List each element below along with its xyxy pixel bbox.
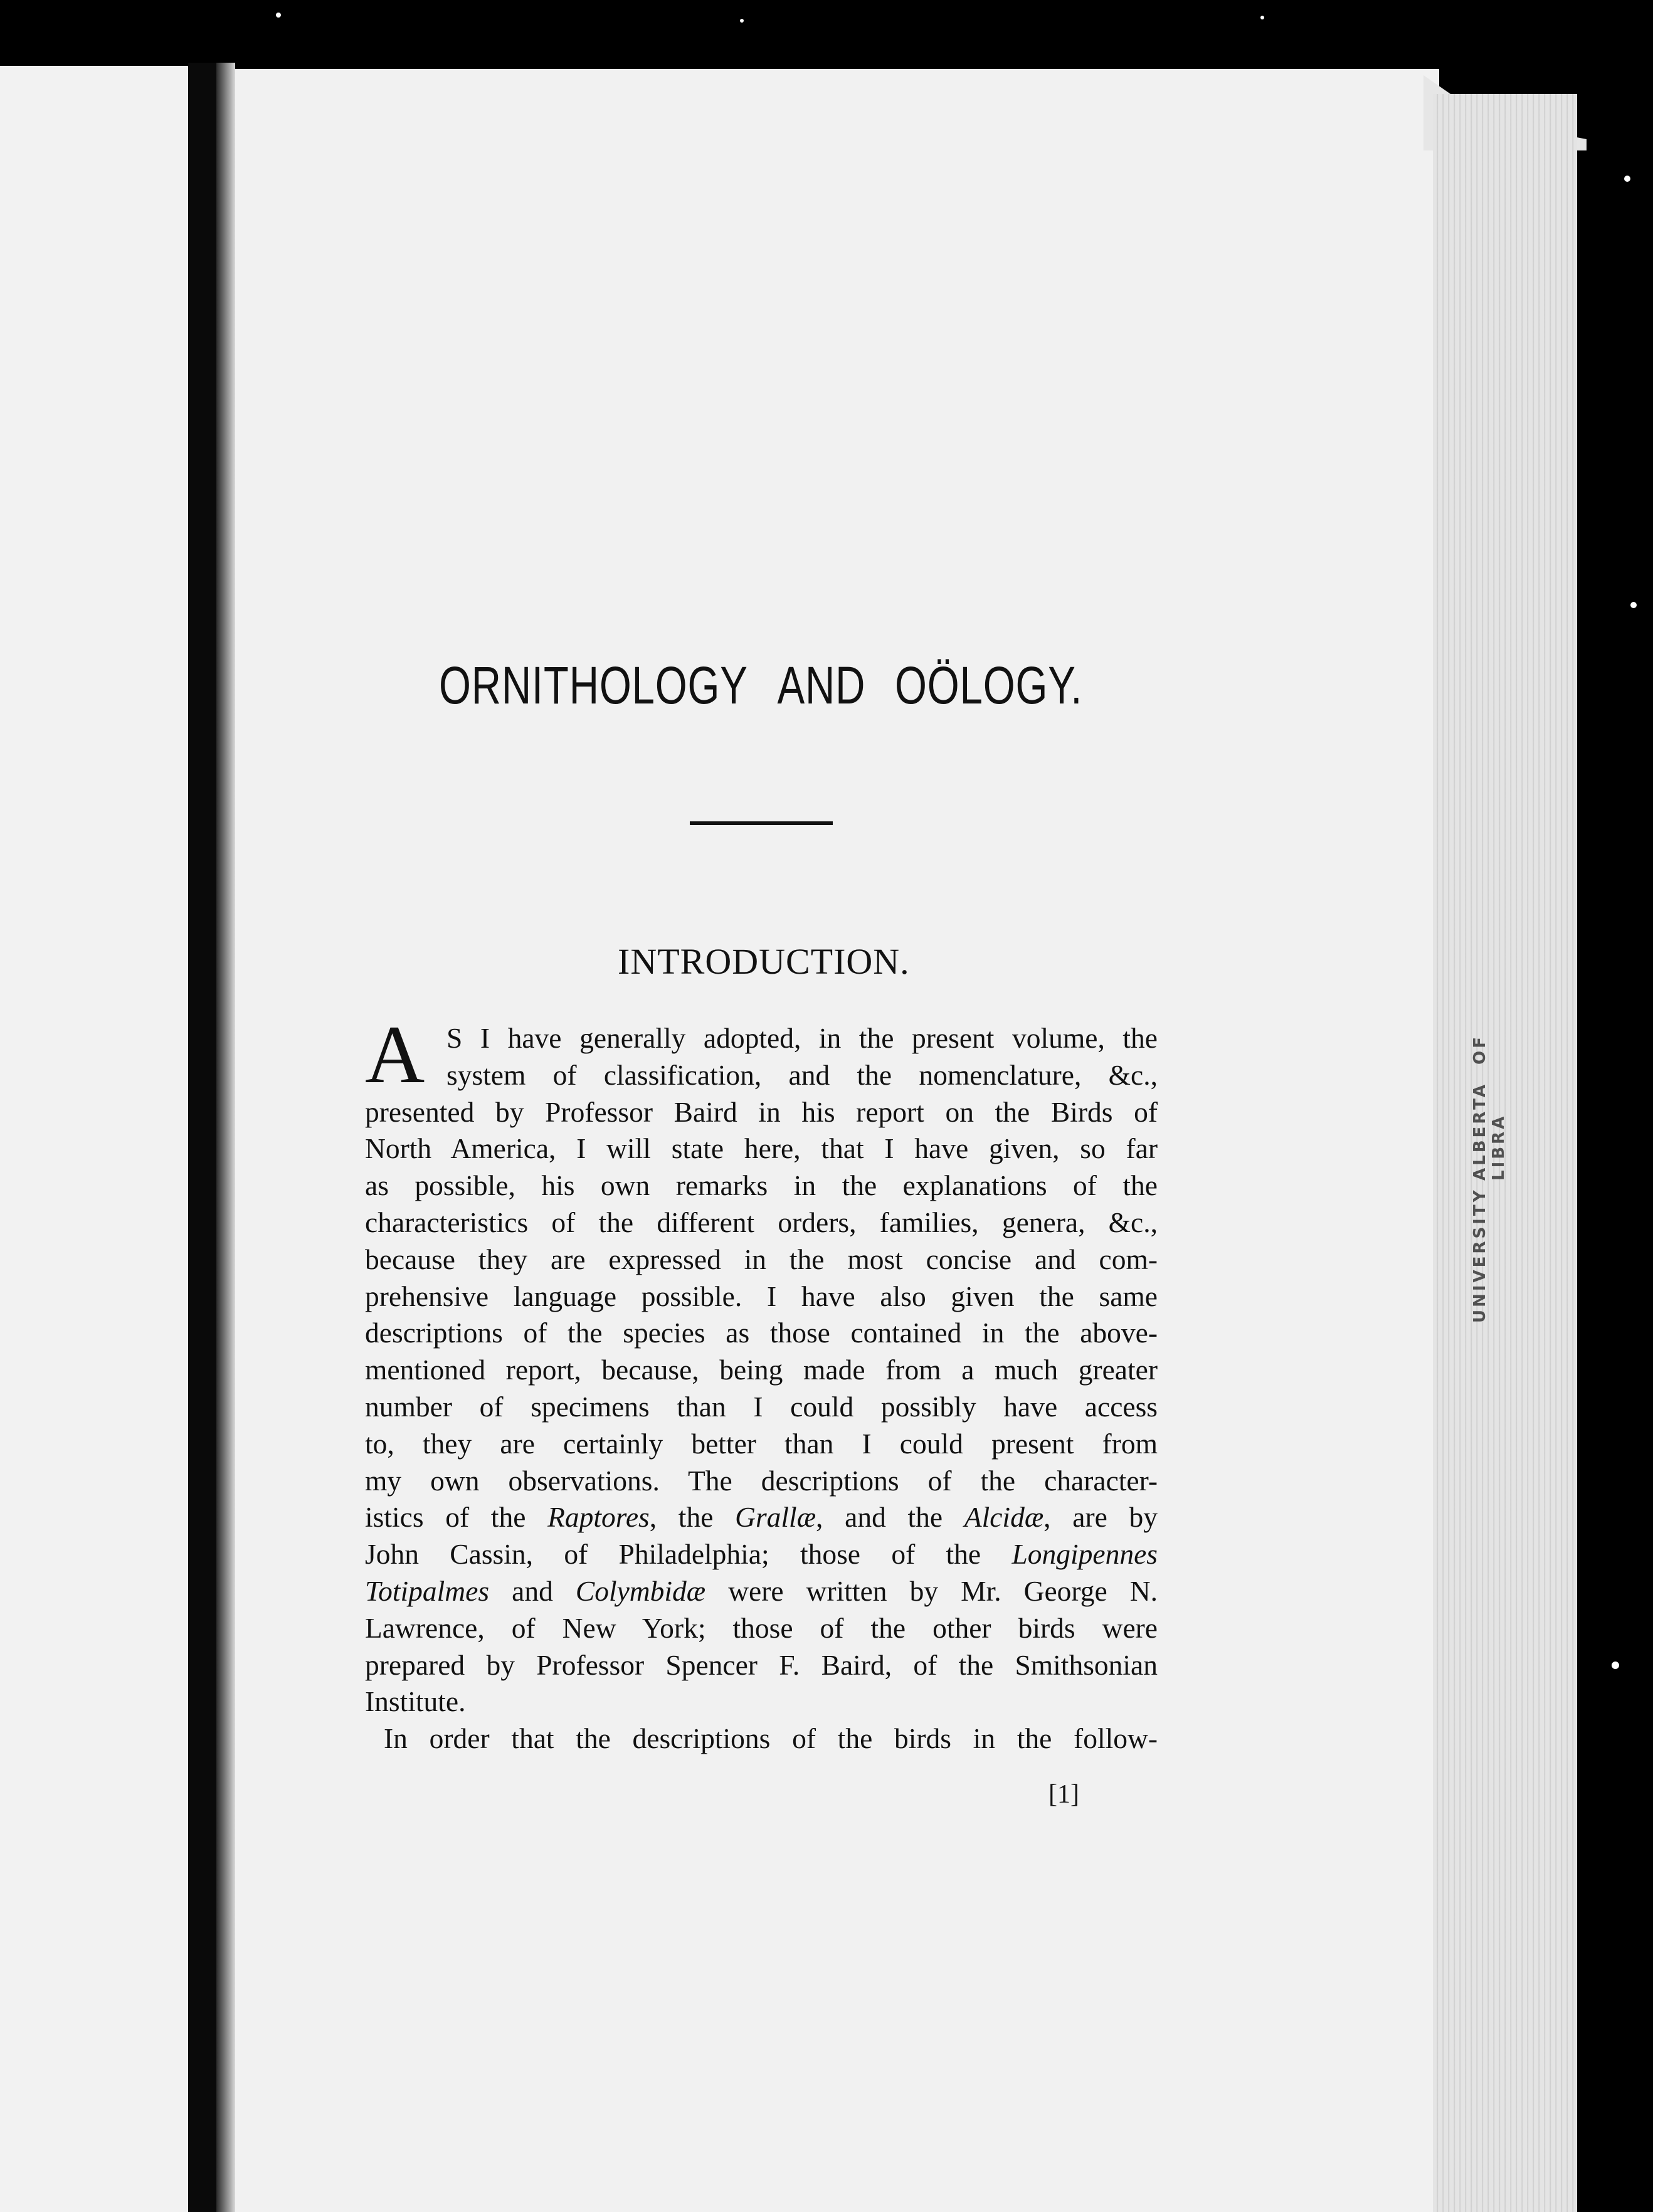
stamp-line: OF bbox=[1471, 1035, 1489, 1065]
taxon-name: Alcidæ bbox=[964, 1501, 1044, 1534]
text-line: to, they are certainly better than I could present from bbox=[365, 1427, 1158, 1460]
taxon-name: Raptores bbox=[547, 1501, 650, 1534]
taxon-name: Grallæ bbox=[735, 1501, 816, 1534]
title-word: AND bbox=[777, 656, 866, 715]
book-gutter bbox=[188, 63, 216, 2212]
page-number: [1] bbox=[1048, 1780, 1079, 1809]
text-run: were written by Mr. George N. bbox=[705, 1574, 1158, 1607]
text-run: , are by bbox=[1043, 1501, 1158, 1534]
text-line: Institute. bbox=[365, 1685, 466, 1718]
text-run: istics of the bbox=[365, 1501, 548, 1534]
taxon-name: Totipalmes bbox=[365, 1574, 490, 1607]
text-run: , the bbox=[649, 1501, 736, 1534]
text-line bbox=[365, 1499, 1158, 1536]
text-line: mentioned report, because, being made from a much greater bbox=[365, 1354, 1158, 1386]
stamp-line: UNIVERSITY bbox=[1471, 1188, 1489, 1323]
text-line bbox=[365, 1573, 1158, 1610]
text-run: John Cassin, of Philadelphia; those of the bbox=[365, 1538, 1012, 1571]
taxon-name: Colymbidæ bbox=[575, 1574, 706, 1607]
gutter-shadow bbox=[216, 63, 235, 2212]
text-line: S I have generally adopted, in the present volume, the bbox=[446, 1022, 1158, 1054]
text-run: , and the bbox=[816, 1501, 964, 1534]
text-line: In order that the descriptions of the birds in the follow- bbox=[384, 1722, 1158, 1755]
text-line: number of specimens than I could possibly have access bbox=[365, 1390, 1158, 1423]
text-line: prehensive language possible. I have also given the same bbox=[365, 1280, 1158, 1312]
text-line: my own observations. The descriptions of the character- bbox=[365, 1464, 1158, 1497]
text-line: prepared by Professor Spencer F. Baird, of the Smithsonian bbox=[365, 1648, 1158, 1681]
text-line: Lawrence, of New York; those of the other birds were bbox=[365, 1611, 1158, 1644]
book-title bbox=[439, 655, 1083, 716]
text-line: system of classification, and the nomenclature, &c., bbox=[446, 1058, 1158, 1091]
library-stamp bbox=[1471, 1035, 1514, 1323]
body-paragraph bbox=[365, 1020, 1158, 1757]
title-word: ORNITHOLOGY bbox=[439, 656, 748, 715]
taxon-name: Longipennes bbox=[1011, 1538, 1158, 1571]
drop-cap: A bbox=[365, 1008, 425, 1100]
text-line: characteristics of the different orders, families, genera, &c., bbox=[365, 1206, 1158, 1238]
text-line: presented by Professor Baird in his report on the Birds of bbox=[365, 1095, 1158, 1128]
text-line: North America, I will state here, that I have given, so far bbox=[365, 1132, 1158, 1165]
text-line bbox=[365, 1536, 1158, 1573]
text-run: and bbox=[489, 1574, 576, 1607]
section-heading: INTRODUCTION. bbox=[618, 941, 910, 982]
text-line: as possible, his own remarks in the explanations of the bbox=[365, 1169, 1158, 1202]
title-word: OÖLOGY. bbox=[895, 656, 1083, 715]
facing-page bbox=[0, 66, 188, 2212]
stamp-line: ALBERTA LIBRA bbox=[1471, 1082, 1508, 1181]
text-line: descriptions of the species as those contained in the above- bbox=[365, 1317, 1158, 1349]
title-rule bbox=[690, 821, 833, 825]
text-line: because they are expressed in the most concise and com- bbox=[365, 1243, 1158, 1275]
